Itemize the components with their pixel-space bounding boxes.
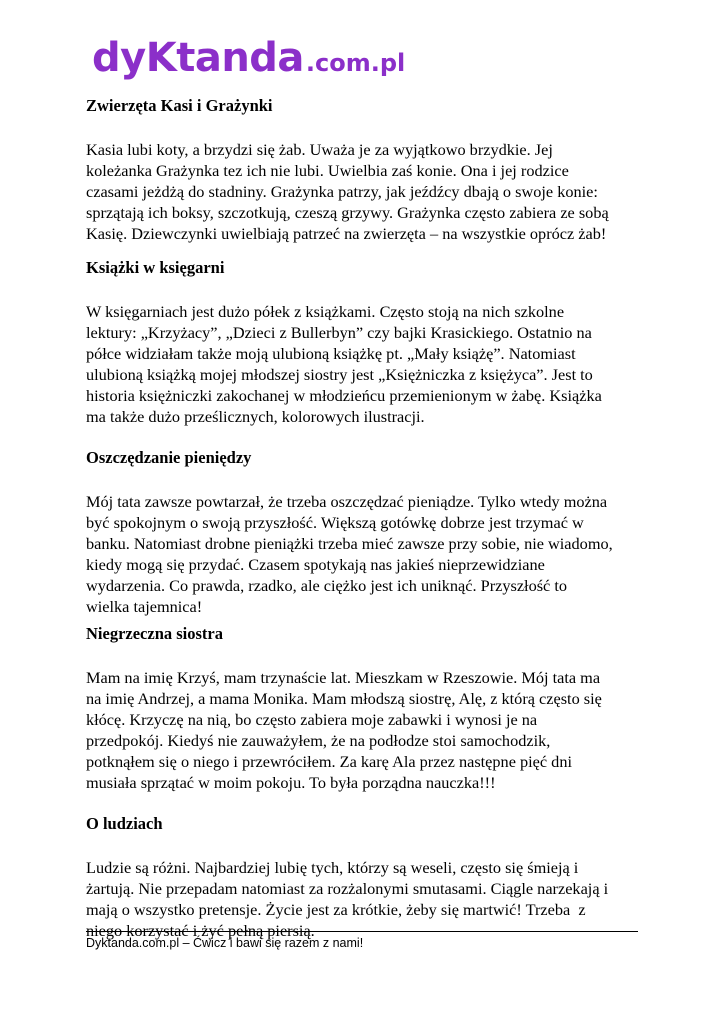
text-line: ulubioną książką mojej młodszej siostry jest „Księżniczka z księżyca”. Jest to: [86, 365, 593, 384]
section-paragraph: [86, 491, 638, 617]
section-oszczedzanie: [86, 448, 638, 617]
text-line: sprzątają ich boksy, szczotkują, czeszą grzywy. Grażynka często zabiera ze sobą: [86, 203, 609, 222]
section-ksiazki: [86, 258, 638, 427]
footer-divider: [86, 931, 638, 932]
text-line: Kasia lubi koty, a brzydzi się żab. Uważa je za wyjątkowo brzydkie. Jej: [86, 140, 553, 159]
text-line: ma także dużo prześlicznych, kolorowych ilustracji.: [86, 407, 425, 426]
text-line: wielka tajemnica!: [86, 597, 203, 616]
text-line: koleżanka Grażynka tez ich nie lubi. Uwielbia zaś konie. Ona i jej rodzice: [86, 161, 569, 180]
text-line: niego korzystać i żyć pełną piersią.: [86, 921, 315, 940]
section-paragraph: [86, 139, 638, 244]
text-line: historia księżniczki zakochanej w młodzieńcu przemienionym w żabę. Książka: [86, 386, 602, 405]
text-line: Kasię. Dziewczynki uwielbiają patrzeć na zwierzęta – na wszystkie oprócz żab!: [86, 224, 607, 243]
text-line: Mój tata zawsze powtarzał, że trzeba oszczędzać pieniądze. Tylko wtedy można: [86, 492, 608, 511]
section-paragraph: [86, 857, 638, 941]
section-title: O ludziach: [86, 814, 163, 833]
section-siostra: [86, 624, 638, 793]
section-ludzie: [86, 814, 638, 941]
section-paragraph: [86, 301, 638, 427]
section-title: Zwierzęta Kasi i Grażynki: [86, 96, 273, 115]
text-line: kłócę. Krzyczę na nią, bo często zabiera moje zabawki i wynosi je na: [86, 710, 538, 729]
text-line: na imię Andrzej, a mama Monika. Mam młodszą siostrę, Alę, z którą często się: [86, 689, 602, 708]
text-line: żartują. Nie przepadam natomiast za rozżalonymi smutasami. Ciągle narzekają i: [86, 879, 609, 898]
text-line: kiedy mogą się przydać. Czasem spotykają nas jakieś nieprzewidziane: [86, 555, 545, 574]
text-line: czasami jeżdżą do stadniny. Grażynka patrzy, jak jeźdźcy dbają o swoje konie:: [86, 182, 598, 201]
text-line: wydarzenia. Co prawda, rzadko, ale ciężko jest ich uniknąć. Przyszłość to: [86, 576, 568, 595]
text-line: lektury: „Krzyżacy”, „Dzieci z Bullerbyn” czy bajki Krasickiego. Ostatnio na: [86, 323, 592, 342]
text-line: potknąłem się o niego i przewróciłem. Za karę Ala przez następne pięć dni: [86, 752, 572, 771]
text-line: półce widziałam także moją ulubioną książkę pt. „Mały książę”. Natomiast: [86, 344, 576, 363]
section-title: Niegrzeczna siostra: [86, 624, 223, 643]
logo-main-text: dyKtanda: [92, 35, 304, 81]
section-title: Książki w księgarni: [86, 258, 225, 277]
section-title: Oszczędzanie pieniędzy: [86, 448, 252, 467]
site-logo: [92, 35, 406, 98]
text-line: W księgarniach jest dużo półek z książkami. Często stoją na nich szkolne: [86, 302, 565, 321]
section-zwierzeta: [86, 96, 638, 244]
footer-text: Dyktanda.com.pl – Ćwicz i bawi się razem z nami!: [86, 936, 364, 950]
text-line: Mam na imię Krzyś, mam trzynaście lat. Mieszkam w Rzeszowie. Mój tata ma: [86, 668, 601, 687]
text-line: przedpokój. Kiedyś nie zauważyłem, że na podłodze stoi samochodzik,: [86, 731, 551, 750]
text-line: mają o wszystko pretensje. Życie jest za krótkie, żeby się martwić! Trzeba z: [86, 900, 586, 919]
text-line: banku. Natomiast drobne pieniążki trzeba mieć zawsze przy sobie, nie wiadomo,: [86, 534, 613, 553]
text-line: być spokojnym o swoją przyszłość. Większą gotówkę dobrze jest trzymać w: [86, 513, 584, 532]
section-paragraph: [86, 667, 638, 793]
text-line: Ludzie są różni. Najbardziej lubię tych, którzy są weseli, często się śmieją i: [86, 858, 579, 877]
text-line: musiała sprzątać w moim pokoju. To była porządna nauczka!!!: [86, 773, 496, 792]
logo-domain-suffix: .com.pl: [305, 49, 406, 77]
